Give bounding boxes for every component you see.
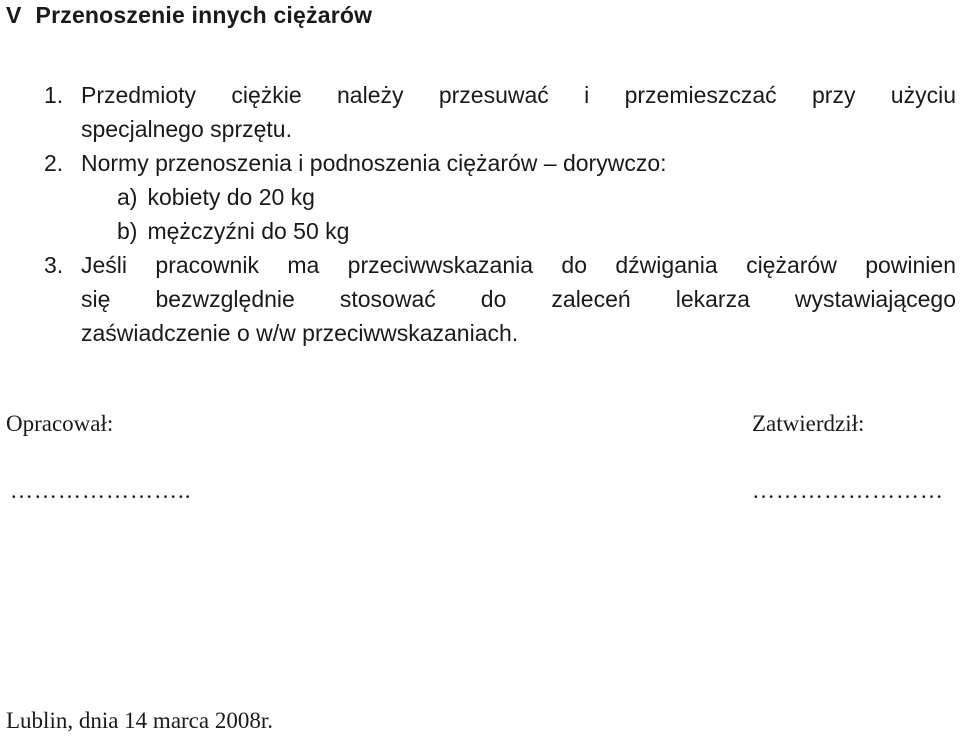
list-item-text-line: Przedmioty ciężkie należy przesuwać i przemieszczać przy użyciu xyxy=(81,82,956,108)
list-item-text-line: specjalnego sprzętu. xyxy=(81,116,292,142)
section-title: Przenoszenie innych ciężarów xyxy=(35,2,373,28)
sub-item-letter: a) xyxy=(117,184,138,210)
list-item-text-line: Jeśli pracownik ma przeciwwskazania do dźwigania ciężarów powinien xyxy=(81,252,956,278)
section-number: V xyxy=(6,2,22,28)
sub-item-text: kobiety do 20 kg xyxy=(147,184,315,210)
list-item-text-line: się bezwzględnie stosować do zaleceń lekarza wystawiającego xyxy=(81,286,956,312)
sub-item-text: mężczyźni do 50 kg xyxy=(147,218,350,244)
sub-item-b xyxy=(117,214,349,248)
list-item-number: 3. xyxy=(44,252,64,278)
approved-by-signature-line: …………………… xyxy=(752,478,944,503)
sub-item-a xyxy=(117,180,315,214)
list-item-2 xyxy=(44,146,956,180)
prepared-by-label: Opracował: xyxy=(6,411,114,436)
list-item-number: 2. xyxy=(44,150,64,176)
prepared-by-signature-line: ………………….. xyxy=(10,478,192,503)
place-and-date: Lublin, dnia 14 marca 2008r. xyxy=(6,708,273,733)
list-item-3 xyxy=(44,248,956,350)
list-item-text-line: zaświadczenie o w/w przeciwwskazaniach. xyxy=(81,320,519,346)
approved-by-label: Zatwierdził: xyxy=(752,411,865,436)
list-item-number: 1. xyxy=(44,82,64,108)
list-item-text-line: Normy przenoszenia i podnoszenia ciężarów – dorywczo: xyxy=(81,150,667,176)
sub-item-letter: b) xyxy=(117,218,138,244)
list-item-1 xyxy=(44,78,956,146)
section-heading xyxy=(6,2,372,29)
